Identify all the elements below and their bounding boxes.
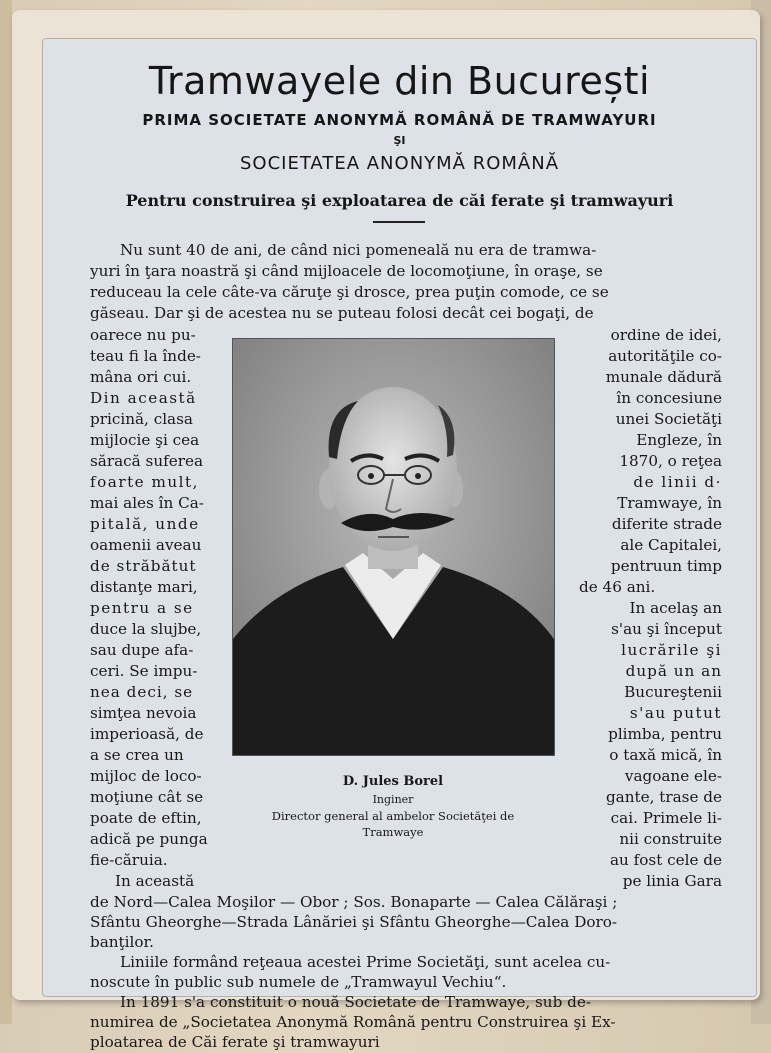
left-column-line: teau fi la înde- (90, 347, 201, 365)
left-column-line: duce la slujbe, (90, 620, 202, 638)
intro-line: Nu sunt 40 de ani, de când nici pomeneală nu era de tramwa- (120, 241, 597, 259)
intro-line: yuri în ţara noastră şi când mijloacele de locomoţiune, în oraşe, se (90, 262, 603, 280)
right-column-line: o taxă mică, în (609, 746, 722, 764)
right-column-line: autorităţile co- (608, 347, 722, 365)
left-column-line: foarte mult, (90, 473, 199, 491)
closing-line: numirea de „Societatea Anonymă Română pentru Construirea şi Ex- (90, 1013, 616, 1031)
left-column-line: săracă suferea (90, 452, 204, 470)
left-column-line: In această (115, 872, 195, 890)
left-column-line: poate de eftin, (90, 809, 202, 827)
right-column-line: ordine de idei, (610, 326, 722, 344)
left-column-line: mijlocie şi cea (90, 431, 200, 449)
left-column-line: imperioasă, de (90, 725, 204, 743)
right-column-line: în concesiune (616, 389, 722, 407)
right-column-line: de 46 ani. (579, 578, 656, 596)
right-column-line: s'au şi început (611, 620, 722, 638)
closing-line: banţilor. (90, 933, 154, 951)
left-column-line: pricină, clasa (90, 410, 193, 428)
left-column-line: moţiune cât se (90, 788, 204, 806)
right-column-line: s'au putut (629, 704, 722, 722)
left-column-line: oarece nu pu- (90, 326, 196, 344)
closing-line: ploatarea de Căi ferate şi tramwayuri (90, 1033, 380, 1051)
right-column-line: pentruun timp (610, 557, 722, 575)
left-column-line: simţea nevoia (90, 704, 197, 722)
right-column-line: pe linia Gara (622, 872, 722, 890)
right-column-line: vagoane ele- (624, 767, 722, 785)
right-column-line: diferite strade (611, 515, 722, 533)
left-column-line: pentru a se (90, 599, 194, 617)
closing-line: noscute în public sub numele de „Tramwayul Vechiu“. (90, 973, 507, 991)
right-column-line: Engleze, în (636, 431, 722, 449)
left-column-line: mâna ori cui. (90, 368, 192, 386)
left-column-line: oamenii aveau (90, 536, 202, 554)
left-column-line: a se crea un (90, 746, 184, 764)
left-column-line: adică pe punga (90, 830, 208, 848)
left-column-line: ceri. Se impu- (90, 662, 198, 680)
left-column-line: Din această (90, 389, 197, 407)
right-column-line: gante, trase de (605, 788, 722, 806)
intro-line: găseau. Dar şi de acestea nu se puteau folosi decât cei bogaţi, de (90, 304, 594, 322)
left-column-line: distanţe mari, (90, 578, 198, 596)
closing-line: In 1891 s'a constituit o nouă Societate de Tramwaye, sub de- (120, 993, 591, 1011)
left-column-line: nea deci, se (90, 683, 194, 701)
portrait-photo (232, 338, 555, 756)
right-column-line: au fost cele de (609, 851, 722, 869)
photo-caption-title: Director general al ambelor Societăţei de (271, 809, 515, 823)
subtitle-conjunction: ŞI (393, 134, 406, 147)
left-column-line: fie-căruia. (90, 851, 168, 869)
photo-caption-title-continued: Tramwaye (362, 825, 424, 839)
closing-line: Liniile formând reţeaua acestei Prime Societăţi, sunt acelea cu- (120, 953, 611, 971)
right-column-line: munale dădură (605, 368, 722, 386)
left-column-line: pitală, unde (90, 515, 200, 533)
left-column-line: sau dupe afa- (90, 641, 194, 659)
subtitle-first-company: PRIMA SOCIETATE ANONYMĂ ROMÂNĂ DE TRAMWAYURI (142, 111, 657, 129)
right-column-line: cai. Primele li- (610, 809, 722, 827)
portrait-illustration (233, 339, 554, 755)
document-page (42, 38, 757, 1051)
right-column-line: plimba, pentru (608, 725, 722, 743)
subtitle-purpose: Pentru construirea şi exploatarea de căi ferate şi tramwayuri (125, 191, 674, 210)
photo-caption-name: D. Jules Borel (342, 774, 444, 789)
right-column-line: ale Capitalei, (620, 536, 722, 554)
page-title: Tramwayele din București (148, 59, 651, 103)
right-column-line: In acelaş an (629, 599, 722, 617)
subtitle-second-company: SOCIETATEA ANONYMĂ ROMÂNĂ (239, 153, 560, 174)
right-column-line: 1870, o reţea (619, 452, 722, 470)
photo-caption-role: Inginer (372, 793, 414, 806)
closing-line: Sfântu Gheorghe—Strada Lânăriei şi Sfântu Gheorghe—Calea Doro- (90, 913, 618, 931)
closing-line: de Nord—Calea Moşilor — Obor ; Sos. Bonaparte — Calea Călăraşi ; (90, 893, 618, 911)
left-column-line: mai ales în Ca- (90, 494, 204, 512)
right-column-line: Bucureştenii (624, 683, 722, 701)
display-board (12, 10, 760, 1051)
right-column-line: lucrările şi (621, 641, 722, 659)
right-column-line: de linii d· (633, 473, 722, 491)
right-column-line: după un an (625, 662, 722, 680)
wooden-background-left (0, 0, 12, 1024)
left-column-line: de străbătut (90, 557, 197, 575)
right-column-line: unei Societăţi (615, 410, 722, 428)
left-column-line: mijloc de loco- (90, 767, 202, 785)
right-column-line: nii construite (619, 830, 722, 848)
title-divider (373, 221, 425, 223)
right-column-line: Tramwaye, în (617, 494, 722, 512)
intro-line: reduceau la cele câte-va căruţe şi drosce, prea puţin comode, ce se (90, 283, 609, 301)
